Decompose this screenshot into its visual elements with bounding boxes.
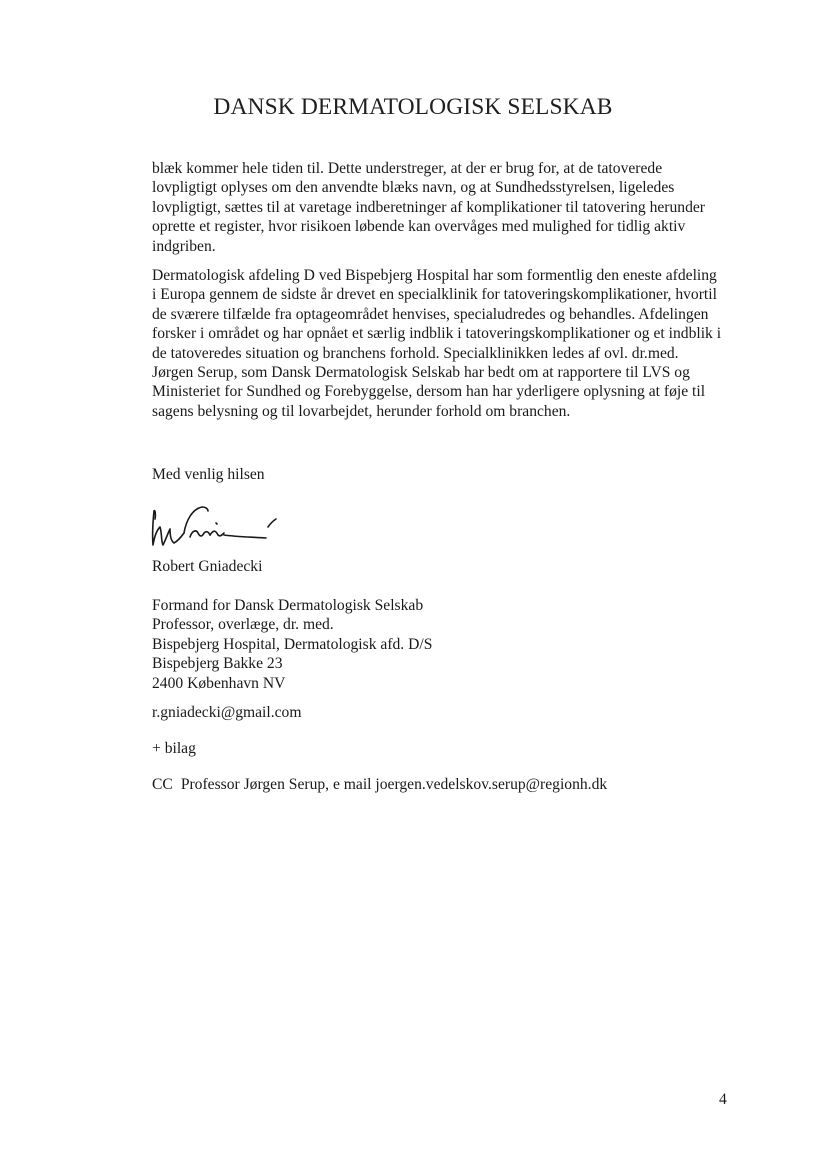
paragraph-line: indgriben. [152, 237, 216, 255]
signer-title-line: Bispebjerg Bakke 23 [152, 655, 283, 673]
cc-text: Professor Jørgen Serup, e mail joergen.vedelskov.serup@regionh.dk [180, 776, 608, 793]
body-paragraph-1 [152, 159, 752, 256]
paragraph-line: oprette et register, hvor risikoen løbende kan overvåges med mulighed for tidlig aktiv [152, 218, 686, 236]
signer-titles [152, 596, 432, 693]
paragraph-line: lovpligtigt oplyses om den anvendte blæks navn, og at Sundhedsstyrelsen, ligeledes [152, 179, 675, 197]
signer-title-line: Bispebjerg Hospital, Dermatologisk afd. D/S [152, 635, 433, 653]
paragraph-line: sagens belysning og til lovarbejdet, herunder forhold om branchen. [152, 402, 571, 420]
signer-title-line: Professor, overlæge, dr. med. [152, 616, 334, 634]
paragraph-line: Dermatologisk afdeling D ved Bispebjerg Hospital har som formentlig den eneste afdeling [152, 267, 717, 284]
paragraph-line: i Europa gennem de sidste år drevet en specialklinik for tatoveringskomplikationer, hvortil [152, 286, 717, 304]
letterhead-title: DANSK DERMATOLOGISK SELSKAB [213, 94, 613, 120]
attachment-note: + bilag [152, 740, 196, 757]
signer-name: Robert Gniadecki [152, 558, 263, 575]
body-paragraph-2 [152, 266, 752, 421]
handwritten-signature-icon [148, 497, 283, 555]
signer-title-line: Formand for Dansk Dermatologisk Selskab [152, 597, 424, 614]
paragraph-line: de tatoveredes situation og branchens forhold. Specialklinikken ledes af ovl. dr.med. [152, 344, 679, 362]
paragraph-line: Jørgen Serup, som Dansk Dermatologisk Selskab har bedt om at rapportere til LVS og [152, 364, 690, 382]
paragraph-line: de sværere tilfælde fra optageområdet henvises, specialudredes og behandles. Afdelingen [152, 305, 709, 323]
paragraph-line: forsker i området og har opnået et særlig indblik i tatoveringskomplikationer og et indblik i [152, 325, 722, 343]
signer-email: r.gniadecki@gmail.com [152, 704, 302, 721]
page-number: 4 [719, 1091, 727, 1108]
paragraph-line: blæk kommer hele tiden til. Dette understreger, at der er brug for, at de tatoverede [152, 160, 663, 177]
cc-label: CC [152, 776, 173, 793]
closing-salutation: Med venlig hilsen [152, 466, 265, 483]
paragraph-line: lovpligtigt, sættes til at varetage indberetninger af komplikationer til tatovering herunder [152, 198, 705, 216]
cc-line [152, 776, 607, 794]
signer-title-line: 2400 København NV [152, 674, 286, 692]
paragraph-line: Ministeriet for Sundhed og Forebyggelse, dersom han har yderligere oplysning at føje til [152, 383, 706, 401]
